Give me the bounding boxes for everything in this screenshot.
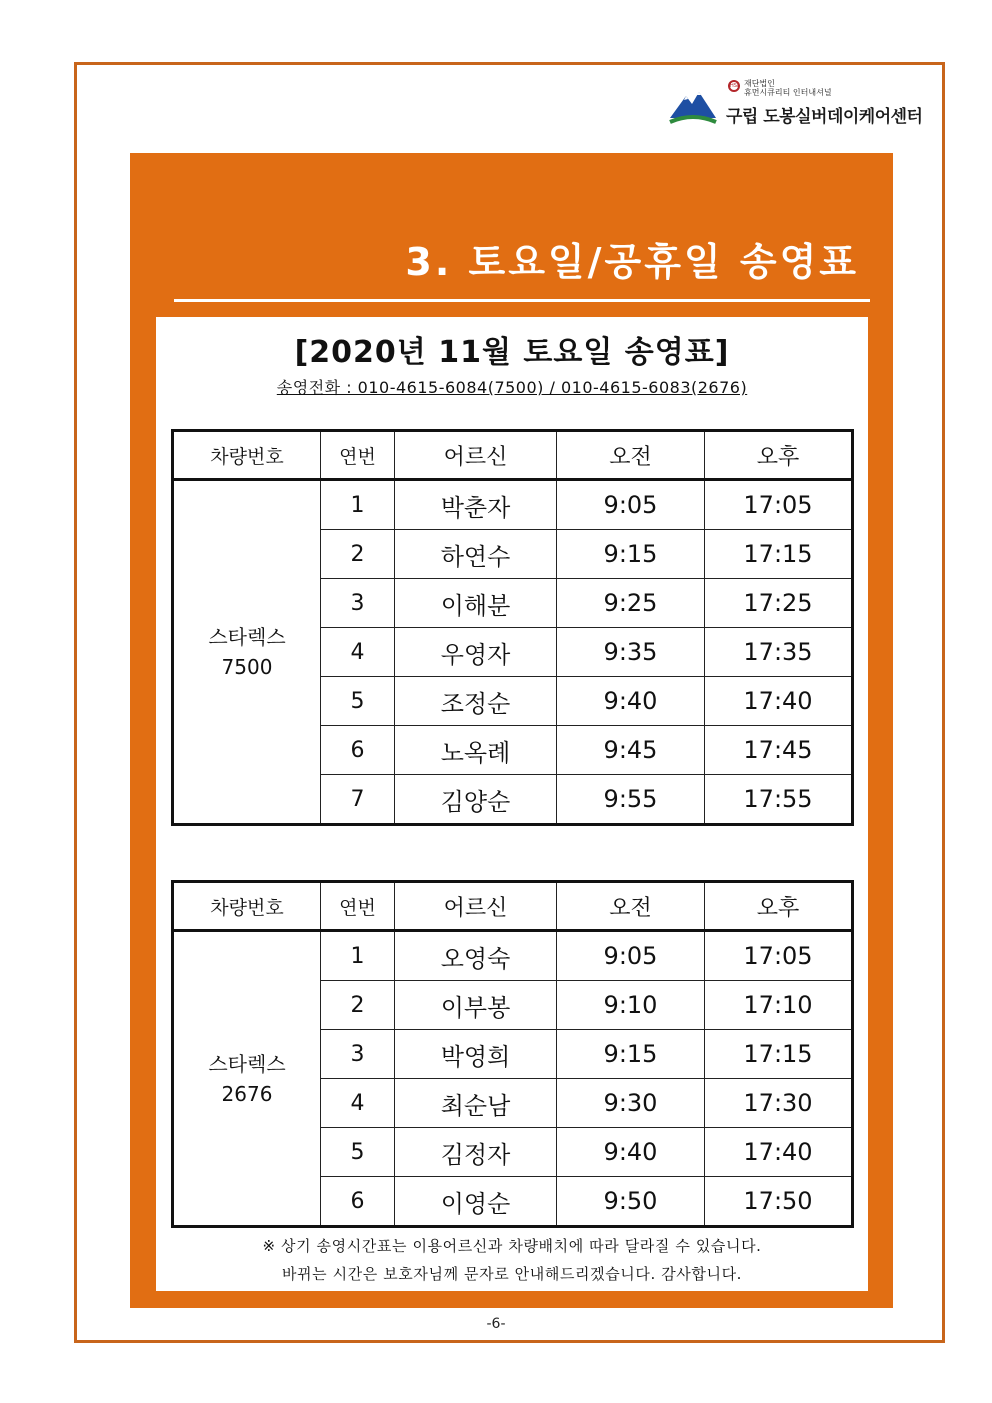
- pm-time: 17:50: [705, 1177, 853, 1227]
- passenger-name: 박영희: [395, 1030, 557, 1079]
- schedule-table-7500: [171, 429, 854, 826]
- passenger-name: 김정자: [395, 1128, 557, 1177]
- table-row: [173, 480, 853, 530]
- row-number: 4: [321, 1079, 395, 1128]
- passenger-name: 이부봉: [395, 981, 557, 1030]
- row-number: 3: [321, 1030, 395, 1079]
- column-header-number: 연번: [321, 882, 395, 931]
- pm-time: 17:35: [705, 628, 853, 677]
- page-number: -6-: [486, 1316, 506, 1332]
- logo-foundation-name: 휴먼시큐리티 인터내셔널: [744, 88, 832, 97]
- column-header-am: 오전: [557, 882, 705, 931]
- row-number: 4: [321, 628, 395, 677]
- table-row: [173, 931, 853, 981]
- row-number: 1: [321, 480, 395, 530]
- am-time: 9:25: [557, 579, 705, 628]
- row-number: 1: [321, 931, 395, 981]
- am-time: 9:15: [557, 530, 705, 579]
- passenger-name: 조정순: [395, 677, 557, 726]
- column-header-vehicle: 차량번호: [173, 882, 321, 931]
- passenger-name: 김양순: [395, 775, 557, 825]
- pm-time: 17:40: [705, 1128, 853, 1177]
- schedule-note-line2: 바뀌는 시간은 보호자님께 문자로 안내해드리겠습니다. 감사합니다.: [281, 1265, 743, 1283]
- am-time: 9:05: [557, 480, 705, 530]
- pm-time: 17:30: [705, 1079, 853, 1128]
- am-time: 9:40: [557, 677, 705, 726]
- schedule-table-2676: [171, 880, 854, 1228]
- contact-phone-line: 송영전화 : 010-4615-6084(7500) / 010-4615-6083(2676): [276, 378, 748, 397]
- pm-time: 17:15: [705, 530, 853, 579]
- schedule-title: [2020년 11월 토요일 송영표]: [294, 335, 730, 370]
- center-name: 구립 도봉실버데이케어센터: [726, 107, 923, 127]
- vehicle-cell: [173, 480, 321, 825]
- passenger-name: 이영순: [395, 1177, 557, 1227]
- am-time: 9:55: [557, 775, 705, 825]
- pm-time: 17:55: [705, 775, 853, 825]
- row-number: 6: [321, 726, 395, 775]
- column-header-name: 어르신: [395, 882, 557, 931]
- passenger-name: 최순남: [395, 1079, 557, 1128]
- column-header-pm: 오후: [705, 882, 853, 931]
- am-time: 9:45: [557, 726, 705, 775]
- column-header-am: 오전: [557, 431, 705, 480]
- section-panel: [130, 153, 893, 1308]
- pm-time: 17:45: [705, 726, 853, 775]
- logo-badge: HSI: [728, 80, 740, 92]
- passenger-name: 오영숙: [395, 931, 557, 981]
- column-header-number: 연번: [321, 431, 395, 480]
- title-divider: [174, 299, 870, 302]
- am-time: 9:50: [557, 1177, 705, 1227]
- vehicle-number: 7500: [221, 655, 273, 679]
- organization-logo: [668, 78, 938, 128]
- pm-time: 17:05: [705, 480, 853, 530]
- passenger-name: 우영자: [395, 628, 557, 677]
- column-header-name: 어르신: [395, 431, 557, 480]
- row-number: 5: [321, 677, 395, 726]
- pm-time: 17:15: [705, 1030, 853, 1079]
- column-header-pm: 오후: [705, 431, 853, 480]
- vehicle-cell: [173, 931, 321, 1227]
- row-number: 2: [321, 530, 395, 579]
- row-number: 3: [321, 579, 395, 628]
- pm-time: 17:25: [705, 579, 853, 628]
- vehicle-number: 2676: [221, 1081, 273, 1106]
- row-number: 5: [321, 1128, 395, 1177]
- am-time: 9:15: [557, 1030, 705, 1079]
- passenger-name: 박춘자: [395, 480, 557, 530]
- pm-time: 17:05: [705, 931, 853, 981]
- am-time: 9:05: [557, 931, 705, 981]
- am-time: 9:30: [557, 1079, 705, 1128]
- row-number: 7: [321, 775, 395, 825]
- passenger-name: 노옥례: [395, 726, 557, 775]
- pm-time: 17:40: [705, 677, 853, 726]
- vehicle-model: 스타렉스: [208, 1051, 286, 1076]
- row-number: 2: [321, 981, 395, 1030]
- am-time: 9:10: [557, 981, 705, 1030]
- row-number: 6: [321, 1177, 395, 1227]
- logo-foundation-label: 재단법인: [744, 79, 775, 88]
- schedule-card: [156, 317, 868, 1291]
- pm-time: 17:10: [705, 981, 853, 1030]
- passenger-name: 이해분: [395, 579, 557, 628]
- section-title: 3. 토요일/공휴일 송영표: [405, 240, 859, 284]
- am-time: 9:40: [557, 1128, 705, 1177]
- vehicle-model: 스타렉스: [208, 625, 286, 649]
- passenger-name: 하연수: [395, 530, 557, 579]
- mountain-logo-icon: [668, 84, 718, 124]
- am-time: 9:35: [557, 628, 705, 677]
- schedule-note-line1: ※ 상기 송영시간표는 이용어르신과 차량배치에 따라 달라질 수 있습니다.: [262, 1237, 762, 1255]
- table-header-row: [173, 882, 853, 931]
- column-header-vehicle: 차량번호: [173, 431, 321, 480]
- table-header-row: [173, 431, 853, 480]
